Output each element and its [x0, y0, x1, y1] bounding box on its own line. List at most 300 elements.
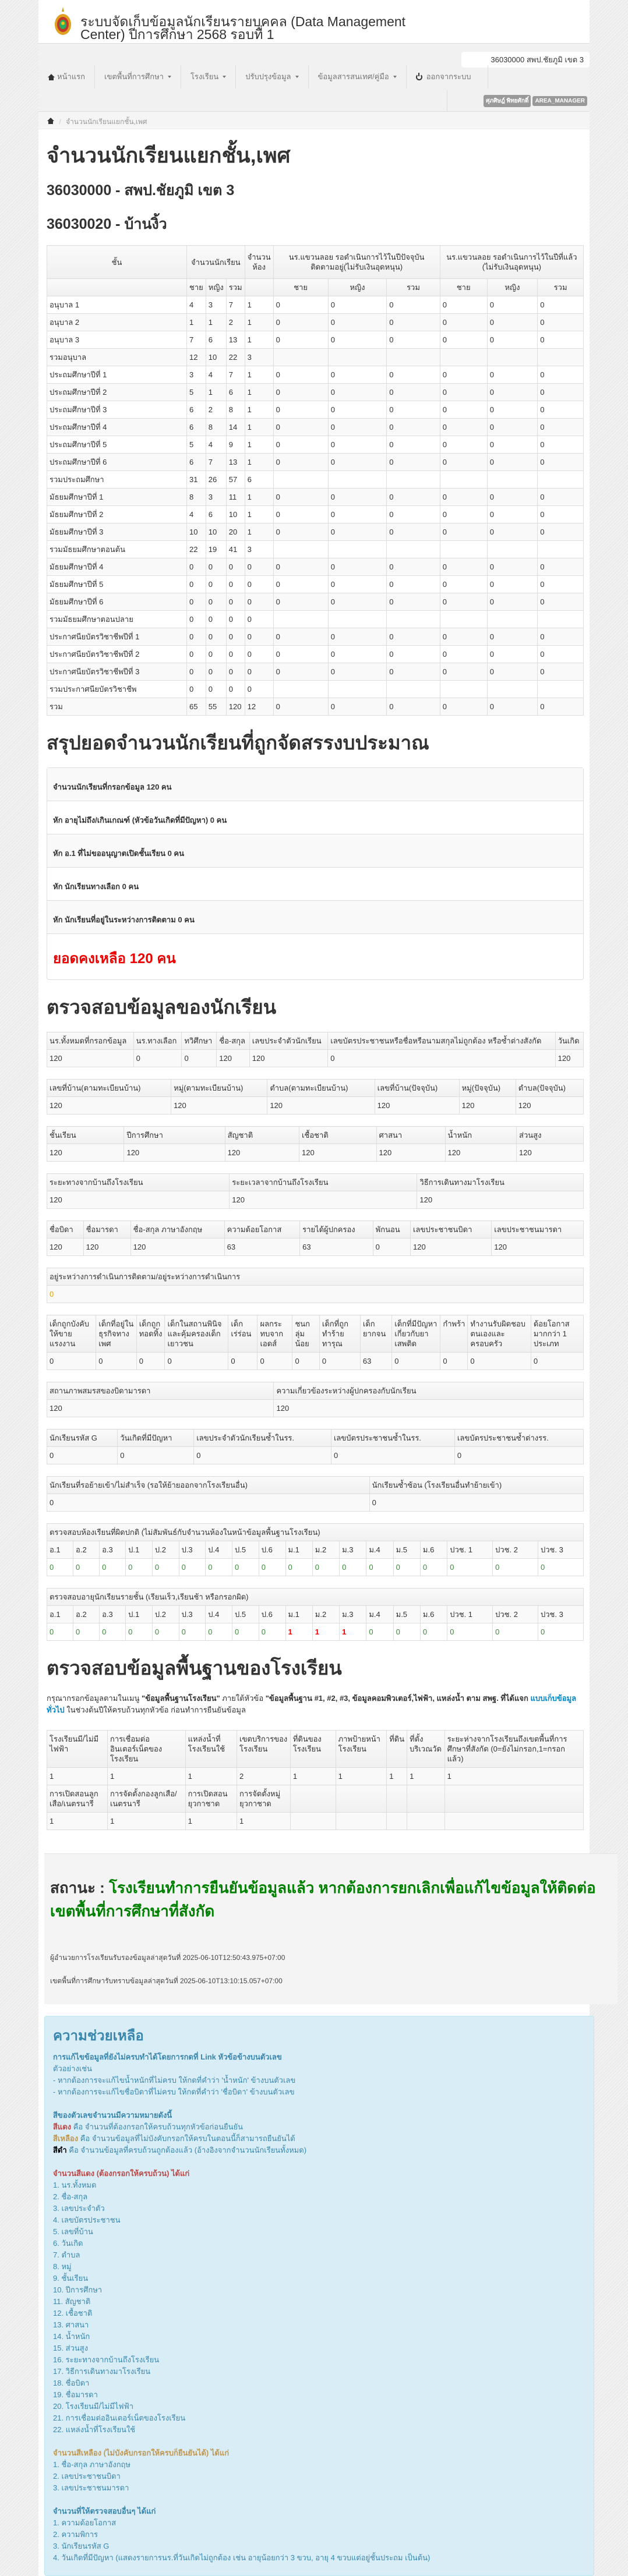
value-cell: 120 — [130, 1239, 224, 1256]
grade-label: ม.2 — [312, 1541, 339, 1559]
value-cell: 0 — [493, 1623, 538, 1641]
column-header[interactable]: น้ำหนัก — [445, 1127, 516, 1144]
value-cell: 0 — [179, 1623, 206, 1641]
value-cell: 0 — [206, 646, 226, 663]
red-label: สีแดง — [53, 2122, 72, 2131]
value-cell: 6 — [226, 384, 245, 401]
column-header[interactable]: ระยะห่างจากโรงเรียนถึงเขตพื้นที่การศึกษาที่สังกัด (0=ยังไม่กรอก,1=กรอกแล้ว) — [444, 1731, 583, 1768]
help-red-list-title: จำนวนสีแดง (ต้องกรอกให้ครบถ้วน) ได้แก่ — [53, 2169, 190, 2178]
table-row — [47, 1447, 584, 1464]
value-cell: 0 — [136, 1353, 165, 1370]
column-header[interactable]: ศาสนา — [376, 1127, 445, 1144]
value-cell — [440, 541, 487, 558]
value-cell: 0 — [538, 1559, 584, 1576]
value-cell: 120 — [555, 1050, 583, 1067]
value-cell: 0 — [387, 489, 440, 506]
help-list-item: 2. ความพิการ — [53, 2530, 98, 2539]
th-float-current[interactable]: นร.แขวนลอย รอดำเนินการไว้ในปีปัจจุบัน ติดตามอยู่(ไม่รับเงินอุดหนุน) — [273, 246, 440, 279]
column-header[interactable]: ระยะเวลาจากบ้านถึงโรงเรียน — [230, 1174, 417, 1191]
value-cell: 0 — [273, 454, 328, 471]
help-list-item: 14. น้ำหนัก — [53, 2332, 90, 2341]
column-header[interactable]: นักเรียนรหัส G — [47, 1429, 118, 1447]
main-content — [38, 139, 596, 2576]
help-list-item: 1. ความด้อยโอกาส — [53, 2518, 117, 2527]
area-indicator: 36030000 สพป.ชัยภูมิ เขต 3 — [461, 52, 590, 68]
grade-label: ม.2 — [312, 1606, 339, 1623]
value-cell: 3 — [206, 489, 226, 506]
column-header — [336, 1785, 387, 1813]
value-cell: 0 — [440, 523, 487, 541]
table-row — [47, 489, 584, 506]
grade-label: ม.6 — [420, 1606, 447, 1623]
value-cell: 0 — [387, 558, 440, 576]
user-role-badge: AREA_MANAGER — [532, 96, 587, 106]
value-cell: 0 — [387, 296, 440, 314]
column-header[interactable]: เชื้อชาติ — [299, 1127, 376, 1144]
grade-cell: รวม — [47, 698, 187, 716]
value-cell — [328, 681, 387, 698]
grade-label: ป.1 — [126, 1541, 153, 1559]
table-header-row — [47, 1221, 584, 1239]
value-cell: 0 — [538, 419, 584, 436]
value-cell: 0 — [487, 506, 538, 523]
check-header[interactable]: ตรวจสอบอายุนักเรียนรายชั้น (เรียนเร็ว,เรียนช้า หรือกรอกผิด) — [47, 1588, 584, 1606]
value-cell: 0 — [440, 698, 487, 716]
column-header[interactable]: เลขประจำตัวนักเรียน — [249, 1032, 327, 1050]
table-row — [47, 349, 584, 366]
value-cell — [440, 349, 487, 366]
table-row — [47, 558, 584, 576]
summary-row: หัก อายุไม่ถึง/เกินเกณฑ์ (หัวข้อวันเกิดที่มีปัญหา) 0 คน — [47, 801, 583, 834]
value-cell: 0 — [273, 628, 328, 646]
value-cell: 0 — [273, 384, 328, 401]
duplicate-table — [47, 1429, 584, 1464]
table-row — [47, 366, 584, 384]
nav-update-dropdown[interactable] — [236, 65, 308, 89]
column-header[interactable]: ชื่อ-สกุล ภาษาอังกฤษ — [130, 1221, 224, 1239]
value-cell: 1 — [47, 1813, 108, 1830]
value-cell: 0 — [328, 523, 387, 541]
value-cell: 0 — [538, 506, 584, 523]
column-header[interactable]: ที่ดินของโรงเรียน — [290, 1731, 336, 1768]
value-cell: 0 — [538, 628, 584, 646]
grade-label: ปวช. 3 — [538, 1606, 584, 1623]
th-male: ชาย — [440, 279, 487, 296]
grade-cell: มัธยมศึกษาปีที่ 2 — [47, 506, 187, 523]
th-total: รวม — [226, 279, 245, 296]
value-cell: 0 — [47, 1494, 370, 1512]
th-male: ชาย — [273, 279, 328, 296]
value-cell: 0 — [440, 454, 487, 471]
grade-label: ม.6 — [420, 1541, 447, 1559]
th-female: หญิง — [328, 279, 387, 296]
enrollment-table — [47, 245, 584, 716]
column-header: เด็กถูกบังคับให้ขายแรงงาน — [47, 1315, 96, 1353]
value-cell: 4 — [206, 366, 226, 384]
value-cell: 22 — [187, 541, 206, 558]
value-cell: 0 — [206, 576, 226, 593]
column-header[interactable]: การเปิดสอนลูกเสือ/เนตรนารี — [47, 1785, 108, 1813]
yellow-desc: คือ จำนวนข้อมูลที่ไม่บังคับกรอกให้ครบในตอนนี้ก็สามารถยืนยันได้ — [78, 2134, 295, 2143]
value-cell: 0 — [328, 1050, 555, 1067]
grade-label: ป.1 — [126, 1606, 153, 1623]
value-cell: 0 — [487, 628, 538, 646]
school-check-title: ตรวจสอบข้อมูลพื้นฐานของโรงเรียน — [47, 1657, 342, 1679]
caret-down-icon — [393, 76, 397, 78]
nav-info-dropdown[interactable] — [309, 65, 407, 89]
column-header[interactable]: ที่ดิน — [387, 1731, 407, 1768]
status-box — [44, 1853, 618, 2004]
table-row — [47, 471, 584, 489]
value-cell[interactable]: 1 — [340, 1623, 366, 1641]
th-students: จำนวนนักเรียน — [187, 246, 245, 279]
column-header: เด็กที่อยู่ในธุรกิจทางเพศ — [96, 1315, 136, 1353]
column-header[interactable]: สัญชาติ — [225, 1127, 299, 1144]
column-header[interactable]: เลขที่บ้าน(ตามทะเบียนบ้าน) — [47, 1080, 171, 1097]
desc-bold: "ข้อมูลพื้นฐานโรงเรียน" — [142, 1694, 220, 1703]
column-header[interactable]: ที่ตั้งบริเวณวัด — [407, 1731, 444, 1768]
table-row — [47, 1239, 584, 1256]
table-row — [47, 663, 584, 681]
address-table — [47, 1079, 584, 1114]
table-row — [47, 1768, 584, 1785]
grade-label: อ.3 — [100, 1541, 126, 1559]
desc-text: ภายใต้หัวข้อ — [220, 1694, 266, 1703]
grade-cell: ประถมศึกษาปีที่ 6 — [47, 454, 187, 471]
help-yellow-legend — [53, 2133, 585, 2145]
column-header[interactable]: ตำบล(ตามทะเบียนบ้าน) — [267, 1080, 375, 1097]
grade-cell: อนุบาล 2 — [47, 314, 187, 331]
value-cell: 120 — [171, 1097, 267, 1114]
value-cell: 0 — [487, 558, 538, 576]
help-box — [44, 2016, 594, 2576]
value-cell: 0 — [73, 1559, 100, 1576]
value-cell: 0 — [538, 593, 584, 611]
breadcrumb-current: จำนวนนักเรียนแยกชั้น,เพศ — [66, 118, 147, 126]
value-cell: 1 — [206, 384, 226, 401]
column-header[interactable]: ภาพป้ายหน้าโรงเรียน — [336, 1731, 387, 1768]
column-header[interactable]: ชื่อ-สกุล — [217, 1032, 250, 1050]
value-cell — [328, 349, 387, 366]
value-cell: 3 — [245, 541, 273, 558]
column-header[interactable]: เลขบัตรประชาชนหรือชื่อหรือนามสกุลไม่ถูกต้อง หรือซ้ำต่างสังกัด — [328, 1032, 555, 1050]
value-cell: 8 — [226, 401, 245, 419]
value-cell: 0 — [331, 1447, 454, 1464]
yellow-label: สีเหลือง — [53, 2134, 79, 2143]
budget-summary-title: สรุปยอดจำนวนนักเรียนที่ถูกจัดสรรงบประมาณ — [47, 732, 429, 753]
value-cell: 0 — [187, 558, 206, 576]
column-header[interactable]: เขตบริการของโรงเรียน — [237, 1731, 291, 1768]
th-female: หญิง — [206, 279, 226, 296]
table-row — [47, 523, 584, 541]
marital-table — [47, 1382, 584, 1417]
value-cell: 0 — [538, 523, 584, 541]
age-check-table — [47, 1588, 584, 1641]
value-cell: 120 — [517, 1144, 584, 1162]
value-cell: 1 — [187, 314, 206, 331]
column-header[interactable]: การจัดตั้งกองลูกเสือ/เนตรนารี — [107, 1785, 185, 1813]
column-header[interactable]: การเปิดสอนยุวกาชาด — [185, 1785, 237, 1813]
column-header[interactable]: แหล่งน้ำที่โรงเรียนใช้ — [185, 1731, 237, 1768]
value-cell: 0 — [447, 1623, 493, 1641]
value-cell: 0 — [387, 663, 440, 681]
column-header[interactable]: ตำบล(ปัจจุบัน) — [516, 1080, 583, 1097]
value-cell: 1 — [245, 523, 273, 541]
value-cell — [387, 1813, 407, 1830]
help-list-item: 9. ชั้นเรียน — [53, 2274, 89, 2283]
value-cell: 10 — [206, 523, 226, 541]
grade-cell: มัธยมศึกษาปีที่ 1 — [47, 489, 187, 506]
column-header[interactable]: รายได้ผู้ปกครอง — [300, 1221, 373, 1239]
value-cell — [387, 471, 440, 489]
value-cell: 0 — [206, 663, 226, 681]
help-red-list — [53, 2179, 585, 2436]
value-cell: 1 — [387, 1768, 407, 1785]
value-cell: 0 — [328, 384, 387, 401]
value-cell: 63 — [224, 1239, 300, 1256]
column-header[interactable]: เลขบัตรประชาชนซ้ำต่างรร. — [454, 1429, 583, 1447]
value-cell: 0 — [387, 523, 440, 541]
column-header[interactable]: ทวิศึกษา — [182, 1032, 217, 1050]
value-cell: 0 — [273, 576, 328, 593]
value-cell: 65 — [187, 698, 206, 716]
column-header[interactable]: เลขบัตรประชาชนซ้ำในรร. — [331, 1429, 454, 1447]
value-cell: 0 — [440, 296, 487, 314]
school-check-description — [47, 1693, 584, 1716]
breadcrumb-home-icon[interactable] — [47, 118, 54, 124]
value-cell: 6 — [187, 401, 206, 419]
value-cell: 0 — [387, 454, 440, 471]
value-cell: 0 — [187, 646, 206, 663]
black-desc: คือ จำนวนข้อมูลที่ครบถ้วนถูกต้องแล้ว (อ้างอิงจากจำนวนนักเรียนทั้งหมด) — [66, 2146, 307, 2154]
value-cell: 3 — [245, 349, 273, 366]
th-float-prev[interactable]: นร.แขวนลอย รอดำเนินการไว้ในปีที่แล้ว (ไม่รับเงินอุดหนุน) — [440, 246, 583, 279]
value-cell: 20 — [226, 523, 245, 541]
value-cell: 0 — [312, 1559, 339, 1576]
grade-label: ป.5 — [232, 1606, 259, 1623]
value-cell: 1 — [47, 1768, 108, 1785]
value-cell: 0 — [538, 384, 584, 401]
value-cell: 0 — [387, 576, 440, 593]
table-row — [47, 698, 584, 716]
column-header[interactable]: ชื่อมารดา — [83, 1221, 130, 1239]
column-header[interactable]: สถานภาพสมรสของบิดามารดา — [47, 1382, 274, 1400]
value-cell: 0 — [182, 1050, 217, 1067]
column-header[interactable]: เลขประจำตัวนักเรียนซ้ำในรร. — [194, 1429, 331, 1447]
grade-label: ป.2 — [152, 1606, 179, 1623]
help-list-item: 3. เลขประชาชนมารดา — [53, 2483, 129, 2492]
help-color-title: สีของตัวเลขจำนวนมีความหมายดังนี้ — [53, 2111, 172, 2119]
value-cell: 0 — [273, 314, 328, 331]
value-cell: 0 — [273, 593, 328, 611]
value-cell — [336, 1813, 387, 1830]
value-cell: 0 — [179, 1559, 206, 1576]
value-cell — [328, 611, 387, 628]
value-cell: 0 — [292, 1353, 319, 1370]
value-cell: 1 — [245, 296, 273, 314]
value-cell: 0 — [387, 593, 440, 611]
column-header[interactable]: ความเกี่ยวข้องระหว่างผู้ปกครองกับนักเรียน — [274, 1382, 584, 1400]
column-header[interactable]: ชื่อบิดา — [47, 1221, 84, 1239]
value-cell: 0 — [328, 419, 387, 436]
value-cell: 0 — [73, 1623, 100, 1641]
value-cell: 12 — [187, 349, 206, 366]
value-cell: 0 — [259, 1559, 285, 1576]
column-header[interactable]: หมู่(ตามทะเบียนบ้าน) — [171, 1080, 267, 1097]
column-header[interactable]: การจัดตั้งหมู่ยุวกาชาด — [237, 1785, 291, 1813]
value-cell: 10 — [206, 349, 226, 366]
value-cell: 0 — [47, 1353, 96, 1370]
column-header[interactable]: อยู่ระหว่างการดำเนินการติดตาม/อยู่ระหว่างการดำเนินการ — [47, 1268, 584, 1286]
value-cell: 0 — [393, 1623, 420, 1641]
value-cell: 0 — [245, 681, 273, 698]
value-cell: 10 — [226, 506, 245, 523]
grade-cell: ประถมศึกษาปีที่ 3 — [47, 401, 187, 419]
value-cell: 0 — [538, 401, 584, 419]
table-row — [47, 506, 584, 523]
value-cell: 0 — [487, 576, 538, 593]
caret-down-icon — [223, 76, 226, 78]
value-cell: 0 — [273, 663, 328, 681]
column-header[interactable]: ส่วนสูง — [517, 1127, 584, 1144]
value-cell: 0 — [387, 628, 440, 646]
help-list-item: 10. ปีการศึกษา — [53, 2285, 103, 2294]
help-line: - หากต้องการจะแก้ไขชื่อบิดาที่ไม่ครบ ให้กดที่คำว่า 'ชื่อบิดา' ข้างบนตัวเลข — [53, 2087, 295, 2096]
value-cell: 8 — [187, 489, 206, 506]
value-cell: 6 — [206, 506, 226, 523]
value-cell[interactable]: 1 — [285, 1623, 312, 1641]
value-cell — [538, 349, 584, 366]
column-header[interactable]: นักเรียนซ้ำซ้อน (โรงเรียนอื่นทำย้ายเข้า) — [369, 1477, 583, 1494]
column-header[interactable]: นร.ทางเลือก — [133, 1032, 182, 1050]
column-header — [387, 1785, 407, 1813]
value-cell — [538, 681, 584, 698]
column-header[interactable]: นักเรียนที่รอย้ายเข้า/ไม่สำเร็จ (รอให้ย้ายออกจากโรงเรียนอื่น) — [47, 1477, 370, 1494]
value-cell: 120 — [47, 1097, 171, 1114]
th-rooms-sub — [245, 279, 273, 296]
column-header[interactable]: วิธีการเดินทางมาโรงเรียน — [417, 1174, 584, 1191]
site-header — [38, 0, 590, 44]
check-header[interactable]: ตรวจสอบห้องเรียนที่ผิดปกติ (ไม่สัมพันธ์กับจำนวนห้องในหน้าข้อมูลพื้นฐานโรงเรียน) — [47, 1524, 584, 1541]
column-header[interactable]: หมู่(ปัจจุบัน) — [459, 1080, 516, 1097]
column-header[interactable]: เลขที่บ้าน(ปัจจุบัน) — [375, 1080, 459, 1097]
help-line: ตัวอย่างเช่น — [53, 2064, 92, 2073]
table-row — [47, 1097, 584, 1114]
value-cell: 0 — [245, 593, 273, 611]
value-cell: 0 — [420, 1559, 447, 1576]
table-header-row — [47, 1731, 584, 1768]
table-row — [47, 1494, 584, 1512]
value-cell — [440, 681, 487, 698]
value-cell: 1 — [185, 1768, 237, 1785]
value-cell: 0 — [387, 331, 440, 349]
column-header[interactable]: วันเกิดที่มีปัญหา — [118, 1429, 194, 1447]
grade-cell: รวมอนุบาล — [47, 349, 187, 366]
column-header[interactable]: โรงเรียนมี/ไม่มีไฟฟ้า — [47, 1731, 108, 1768]
table-row — [47, 436, 584, 454]
summary-remaining: ยอดคงเหลือ 120 คน — [53, 951, 176, 967]
value-cell — [538, 611, 584, 628]
value-cell: 1 — [245, 506, 273, 523]
value-cell: 0 — [245, 628, 273, 646]
enrollment-body — [47, 296, 584, 716]
general-form-link[interactable]: แบบเก็บข้อมูลทั่วไป — [47, 1694, 577, 1714]
column-header[interactable]: เลขประชาชนมารดา — [492, 1221, 584, 1239]
value-cell: 0 — [538, 366, 584, 384]
grade-cell: ประกาศนียบัตรวิชาชีพปีที่ 1 — [47, 628, 187, 646]
nav-home[interactable] — [38, 65, 95, 89]
budget-summary-box — [47, 767, 584, 980]
black-label: สีดำ — [53, 2146, 67, 2154]
value-cell: 0 — [538, 558, 584, 576]
value-cell — [487, 349, 538, 366]
column-header[interactable]: การเชื่อมต่ออินเตอร์เน็ตของโรงเรียน — [107, 1731, 185, 1768]
value-cell: 0 — [538, 698, 584, 716]
red-desc: คือ จำนวนที่ต้องกรอกให้ครบถ้วนทุกหัวข้อก่อนยืนยัน — [71, 2122, 244, 2131]
column-header[interactable]: ระยะทางจากบ้านถึงโรงเรียน — [47, 1174, 230, 1191]
value-cell: 1 — [245, 314, 273, 331]
nav-logout[interactable] — [407, 65, 488, 89]
value-cell: 0 — [393, 1559, 420, 1576]
grade-cell: มัธยมศึกษาปีที่ 4 — [47, 558, 187, 576]
value-cell: 1 — [107, 1768, 185, 1785]
value-cell: 0 — [447, 1559, 493, 1576]
value-cell — [273, 471, 328, 489]
value-cell: 0 — [487, 436, 538, 454]
grade-cell: อนุบาล 1 — [47, 296, 187, 314]
help-list-item: 12. เชื้อชาติ — [53, 2309, 93, 2317]
value-cell: 0 — [187, 593, 206, 611]
value-cell: 1 — [245, 384, 273, 401]
value-cell: 4 — [206, 436, 226, 454]
grade-cell: รวมมัธยมศึกษาตอนปลาย — [47, 611, 187, 628]
table-row — [47, 1191, 584, 1209]
value-cell — [538, 471, 584, 489]
column-header — [407, 1785, 444, 1813]
value-cell[interactable]: 1 — [312, 1623, 339, 1641]
value-cell: 0 — [118, 1447, 194, 1464]
column-header: ด้อยโอกาสมากกว่า 1 ประเภท — [531, 1315, 583, 1353]
column-header[interactable]: ชั้นเรียน — [47, 1127, 124, 1144]
grade-label: ม.1 — [285, 1541, 312, 1559]
column-header[interactable]: วันเกิด — [555, 1032, 583, 1050]
nav-school-dropdown[interactable] — [181, 65, 236, 89]
nav-school-label: โรงเรียน — [190, 72, 219, 81]
value-cell: 0 — [387, 506, 440, 523]
value-cell: 0 — [440, 576, 487, 593]
value-cell: 0 — [187, 576, 206, 593]
value-cell — [387, 611, 440, 628]
column-header: ปีการศึกษา — [124, 1127, 225, 1144]
value-cell: 0 — [440, 419, 487, 436]
grade-label: อ.2 — [73, 1541, 100, 1559]
value-cell: 120 — [417, 1191, 584, 1209]
caret-down-icon — [295, 76, 299, 78]
value-cell: 0 — [328, 558, 387, 576]
grade-label: ป.2 — [152, 1541, 179, 1559]
column-header[interactable]: เลขประชาชนบิดา — [411, 1221, 492, 1239]
table-row — [47, 628, 584, 646]
value-cell: 1 — [245, 436, 273, 454]
column-header — [290, 1785, 336, 1813]
value-cell: 0 — [245, 611, 273, 628]
status-label: สถานะ : — [50, 1879, 110, 1896]
value-cell: 5 — [187, 384, 206, 401]
value-cell: 0 — [273, 436, 328, 454]
value-cell: 0 — [366, 1623, 393, 1641]
nav-area-dropdown[interactable] — [95, 65, 181, 89]
value-cell: 7 — [187, 331, 206, 349]
